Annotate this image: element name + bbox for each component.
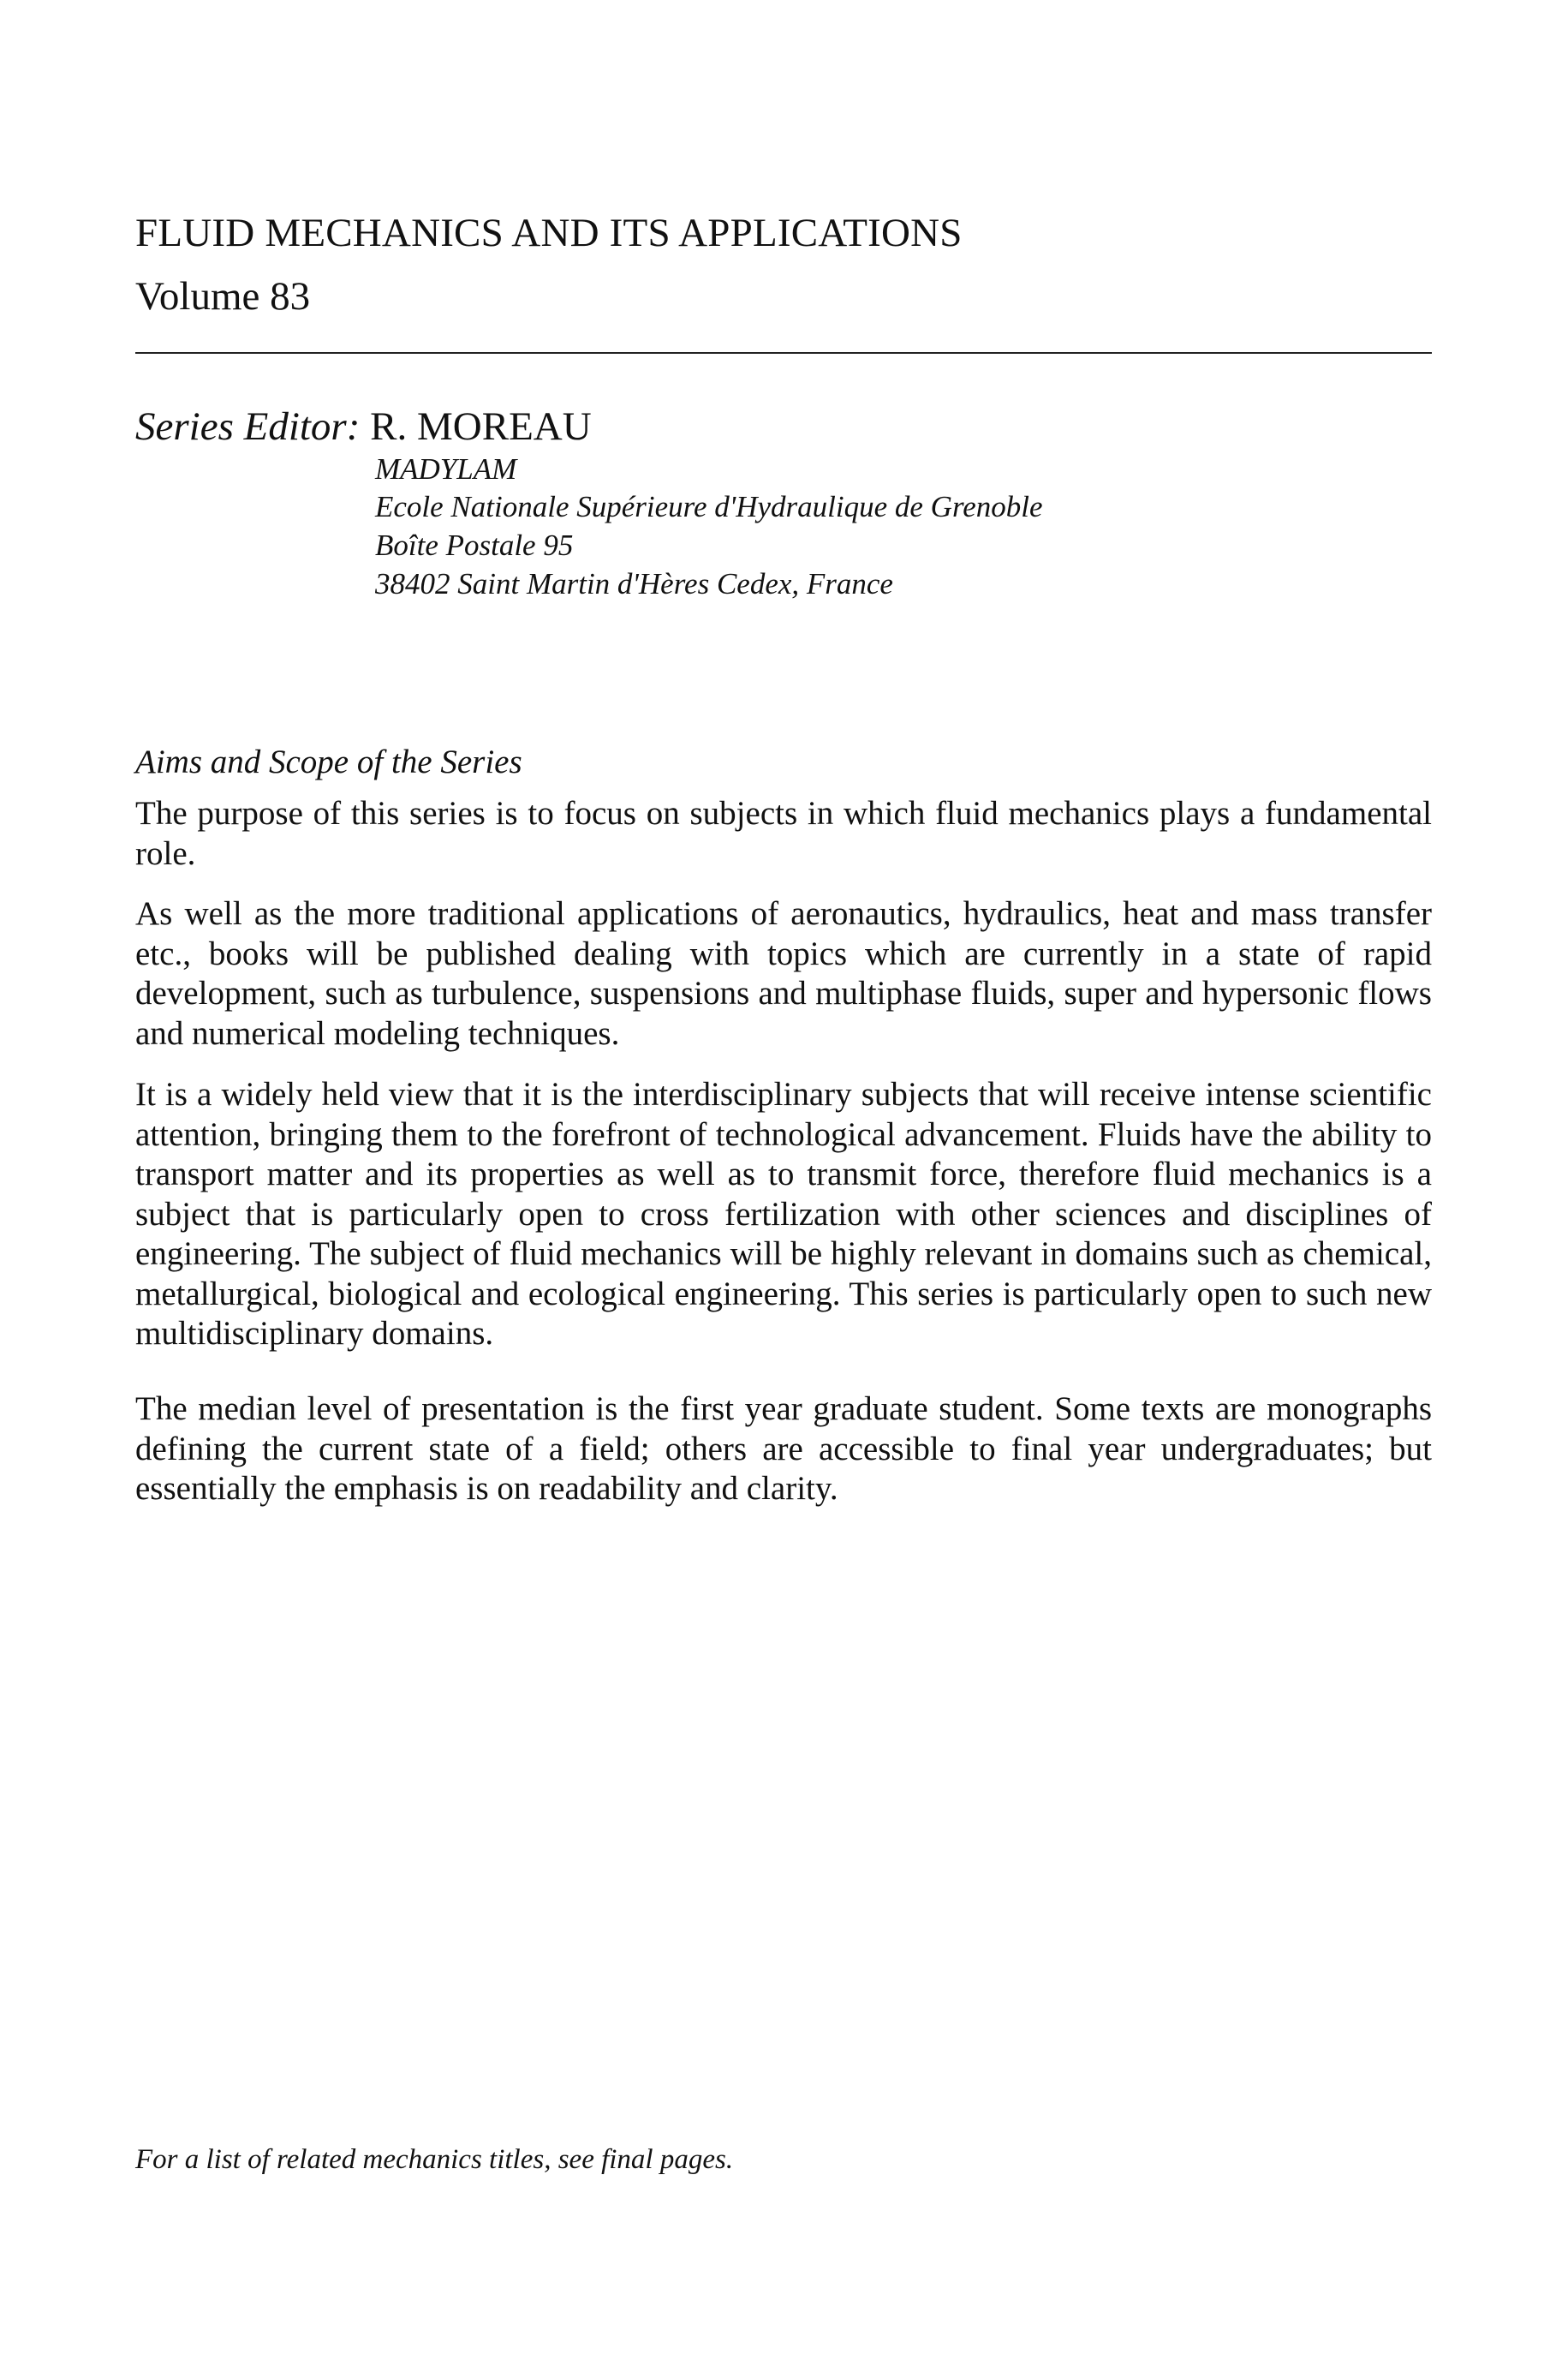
editor-affiliation-line: 38402 Saint Martin d'Hères Cedex, France [375,567,893,600]
series-title: FLUID MECHANICS AND ITS APPLICATIONS [135,211,963,255]
aims-heading: Aims and Scope of the Series [135,744,522,780]
editor-affiliation-line: Ecole Nationale Supérieure d'Hydraulique de Grenoble [375,490,1043,523]
aims-paragraph: It is a widely held view that it is the interdisciplinary subjects that will receive intense scientific attention, bringing them to the forefront of technological advancement. Fluids have the ability to transport matter and its properties as well as to transmit force, therefore fluid mechanics is a subject that is particularly open to cross fertilization with other sciences and disciplines of engineering. The subject of fluid mechanics will be highly relevant in domains such as chemical, metallurgical, biological and ecological engineering. This series is particularly open to such new multidisciplinary domains. [135,1076,1432,1352]
editor-affiliation-line: Boîte Postale 95 [375,529,574,562]
footer-note: For a list of related mechanics titles, see final pages. [135,2144,734,2175]
aims-paragraph: The purpose of this series is to focus on subjects in which fluid mechanics plays a fundamental role. [135,795,1432,872]
series-editor-label: Series Editor: [135,404,361,449]
series-editor [135,403,592,451]
volume-number: Volume 83 [135,274,311,319]
aims-paragraph: As well as the more traditional applications of aeronautics, hydraulics, heat and mass transfer etc., books will be published dealing with topics which are currently in a state of rapid development, such as turbulence, suspensions and multiphase fluids, super and hypersonic flows and numerical modeling techniques. [135,895,1432,1052]
series-editor-name: R. MOREAU [370,404,592,449]
editor-affiliation-line: MADYLAM [375,452,517,486]
horizontal-rule [135,352,1432,354]
aims-paragraph: The median level of presentation is the first year graduate student. Some texts are monographs defining the current state of a field; others are accessible to final year undergraduates; but essentially the emphasis is on readability and clarity. [135,1390,1432,1507]
